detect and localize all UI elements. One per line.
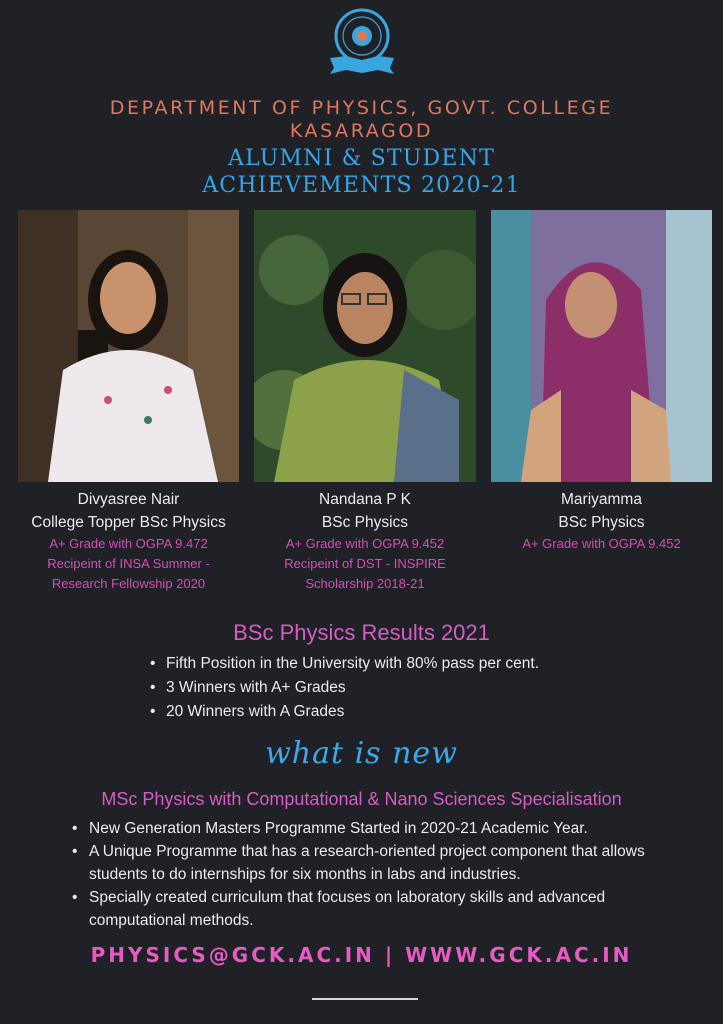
list-item: • New Generation Masters Programme Started in 2020-21 Academic Year. xyxy=(72,817,672,840)
list-item: • 3 Winners with A+ Grades xyxy=(150,676,539,700)
student-role: BSc Physics xyxy=(321,514,409,531)
page-title-line1: ALUMNI & STUDENT xyxy=(228,146,495,171)
list-item: • Fifth Position in the University with 80% pass per cent. xyxy=(150,652,539,676)
student-caption-nandana xyxy=(246,488,484,594)
msc-list xyxy=(72,817,672,932)
department-title-line2: KASARAGOD xyxy=(289,120,434,142)
student-achievement: Scholarship 2018-21 xyxy=(305,576,425,591)
student-achievement: Recipeint of DST - INSPIRE xyxy=(284,556,446,571)
college-emblem-icon xyxy=(324,6,400,78)
results-title: BSc Physics Results 2021 xyxy=(233,620,490,645)
list-item: • A Unique Programme that has a research-oriented project component that allows students to do internships for six months in labs and industries. xyxy=(72,840,672,886)
student-name: Divyasree Nair xyxy=(77,491,180,508)
student-photo-mariyamma xyxy=(491,210,712,482)
divider xyxy=(312,998,418,1000)
list-item: • Specially created curriculum that focuses on laboratory skills and advanced computational methods. xyxy=(72,886,672,932)
student-achievement: Recipeint of INSA Summer - xyxy=(47,556,210,571)
contact-line: PHYSICS@GCK.AC.IN | WWW.GCK.AC.IN xyxy=(90,943,633,967)
student-caption-divyasree xyxy=(10,488,247,594)
student-achievement: Research Fellowship 2020 xyxy=(51,576,206,591)
student-name: Nandana P K xyxy=(319,491,411,508)
student-caption-mariyamma xyxy=(483,488,720,554)
student-achievement: A+ Grade with OGPA 9.452 xyxy=(285,536,445,551)
student-photo-divyasree xyxy=(18,210,239,482)
whats-new-heading: what is new xyxy=(265,736,458,771)
student-role: BSc Physics xyxy=(558,514,645,531)
list-item: • 20 Winners with A Grades xyxy=(150,700,539,724)
student-achievement: A+ Grade with OGPA 9.472 xyxy=(49,536,208,551)
department-title-line1: DEPARTMENT OF PHYSICS, GOVT. COLLEGE xyxy=(109,97,614,119)
student-photo-nandana xyxy=(254,210,476,482)
student-name: Mariyamma xyxy=(561,491,642,508)
page-title-line2: ACHIEVEMENTS 2020-21 xyxy=(202,173,521,198)
student-achievement: A+ Grade with OGPA 9.452 xyxy=(522,536,681,551)
msc-title: MSc Physics with Computational & Nano Sciences Specialisation xyxy=(101,789,622,809)
results-list xyxy=(150,652,539,724)
student-role: College Topper BSc Physics xyxy=(31,514,226,531)
